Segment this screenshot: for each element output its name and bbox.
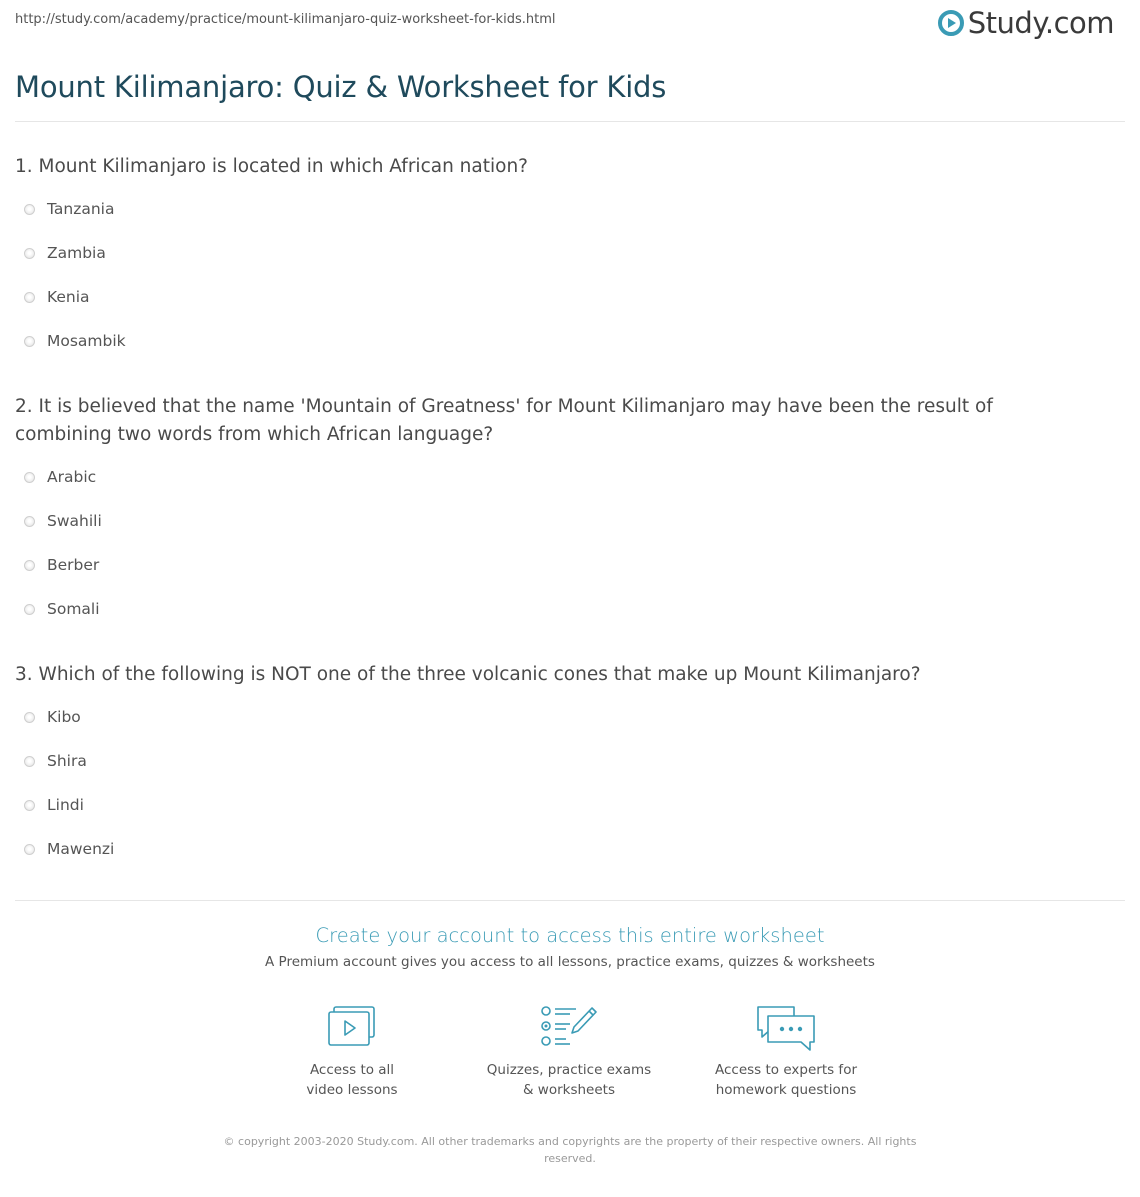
play-logo-icon <box>938 10 964 36</box>
answer-option[interactable] <box>24 600 100 618</box>
video-lessons-icon <box>326 1004 378 1048</box>
answer-option[interactable] <box>24 556 99 574</box>
option-label: Lindi <box>47 796 84 814</box>
answer-option[interactable] <box>24 796 84 814</box>
radio-button[interactable] <box>24 844 35 855</box>
answer-option[interactable] <box>24 512 102 530</box>
feature-quizzes <box>469 1004 669 1100</box>
radio-button[interactable] <box>24 204 35 215</box>
chat-bubbles-icon <box>754 1004 818 1054</box>
answer-option[interactable] <box>24 288 90 306</box>
option-label: Zambia <box>47 244 106 262</box>
answer-option[interactable] <box>24 332 126 350</box>
radio-button[interactable] <box>24 604 35 615</box>
feature-video-lessons <box>252 1004 452 1100</box>
radio-button[interactable] <box>24 800 35 811</box>
radio-button[interactable] <box>24 516 35 527</box>
radio-button[interactable] <box>24 292 35 303</box>
option-label: Somali <box>47 600 100 618</box>
answer-option[interactable] <box>24 708 81 726</box>
question-2: 2. It is believed that the name 'Mountain of Greatness' for Mount Kilimanjaro may have been the result of combining two words from which African language? <box>15 396 993 445</box>
feature-label: Access to all video lessons <box>306 1062 398 1098</box>
option-label: Berber <box>47 556 100 574</box>
radio-button[interactable] <box>24 712 35 723</box>
divider <box>15 900 1125 901</box>
create-account-link[interactable]: Create your account to access this entire worksheet <box>315 924 825 947</box>
radio-button[interactable] <box>24 756 35 767</box>
answer-option[interactable] <box>24 840 114 858</box>
question-1: 1. Mount Kilimanjaro is located in which African nation? <box>15 156 528 177</box>
answer-option[interactable] <box>24 468 96 486</box>
option-label: Swahili <box>47 512 102 530</box>
page-url: http://study.com/academy/practice/mount-kilimanjaro-quiz-worksheet-for-kids.html <box>15 12 556 27</box>
question-3: 3. Which of the following is NOT one of the three volcanic cones that make up Mount Kilimanjaro? <box>15 664 921 685</box>
study-logo[interactable] <box>938 6 1114 40</box>
divider <box>15 121 1125 122</box>
feature-label: Quizzes, practice exams & worksheets <box>486 1062 652 1098</box>
answer-option[interactable] <box>24 200 115 218</box>
option-label: Kibo <box>47 708 81 726</box>
feature-experts <box>686 1004 886 1100</box>
option-label: Kenia <box>47 288 90 306</box>
option-label: Arabic <box>47 468 97 486</box>
radio-button[interactable] <box>24 336 35 347</box>
answer-option[interactable] <box>24 752 87 770</box>
radio-button[interactable] <box>24 560 35 571</box>
answer-option[interactable] <box>24 244 106 262</box>
option-label: Mosambik <box>47 332 126 350</box>
option-label: Tanzania <box>47 200 115 218</box>
feature-label: Access to experts for homework questions <box>714 1062 857 1098</box>
quiz-checklist-icon <box>540 1004 598 1048</box>
radio-button[interactable] <box>24 472 35 483</box>
page-title: Mount Kilimanjaro: Quiz & Worksheet for Kids <box>15 70 667 104</box>
copyright-text: © copyright 2003-2020 Study.com. All other trademarks and copyrights are the property of their respective owners. All rights reserved. <box>223 1135 917 1165</box>
option-label: Mawenzi <box>47 840 115 858</box>
option-label: Shira <box>47 752 87 770</box>
logo-text: Study.com <box>967 6 1114 40</box>
radio-button[interactable] <box>24 248 35 259</box>
cta-subtitle: A Premium account gives you access to all lessons, practice exams, quizzes & worksheets <box>265 954 875 970</box>
